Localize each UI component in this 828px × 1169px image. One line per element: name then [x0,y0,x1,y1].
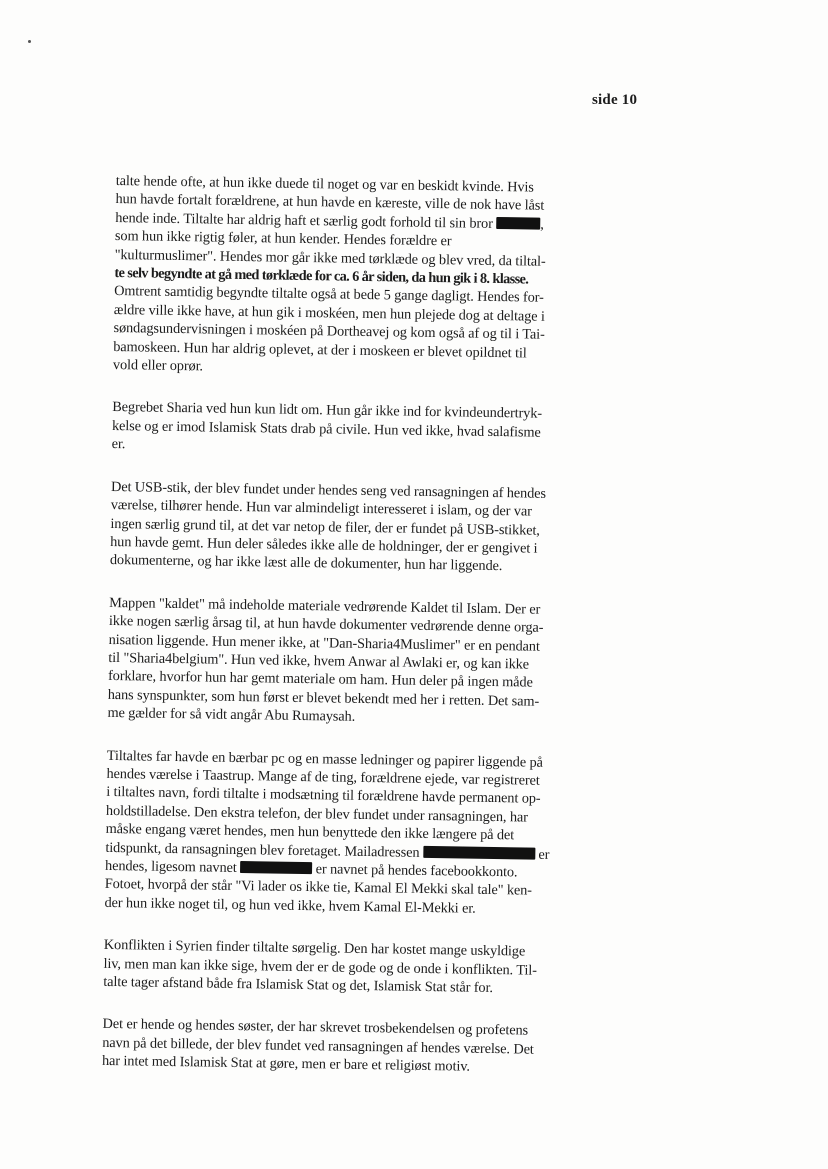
text-line: vold eller oprør. [112,357,204,375]
paragraph-syria-conflict [103,936,578,999]
text-line: hun havde gemt. Hun deler således ikke alle de holdninger, der er gengivet i [110,533,538,557]
text-line: Tiltaltes far havde en bærbar pc og en masse ledninger og papirer liggende på [106,747,543,771]
text-fragment: hende inde. Tiltalte har aldrig haft et særlig godt forhold til sin bror [115,209,493,232]
text-line: ingen særlig grund til, at det var netop de filer, der er fundet på USB-stikket, [110,515,540,539]
text-line: holdstilladelse. Den ekstra telefon, der blev fundet under ransagningen, har [105,802,529,826]
text-fragment: er navnet på hendes facebookkonto. [315,861,518,881]
text-line: liv, men man kan ikke sige, hvem der er de gode og de onde i konflikten. Til- [103,955,537,979]
text-line: søndagsundervisningen i moskéen på Dortheavej og kom også af og til i Tai- [113,320,545,344]
text-line: Det USB-stik, der blev fundet under hendes seng ved ransagningen af hendes [110,478,547,502]
text-line: til "Sharia4belgium". Hun ved ikke, hvem Anwar al Awlaki er, og kan ikke [108,649,530,673]
page-number: side 10 [592,92,638,108]
paragraph-picture [102,1015,577,1078]
text-fragment: hendes, ligesom navnet [104,857,237,876]
text-line: forklare, hvorfor hun har gemt materiale om ham. Hun deler på ingen måde [107,668,533,691]
text-line: me gælder for så vidt angår Abu Rumaysah. [107,705,356,725]
text-line: talte tager afstand både fra Islamisk Stat og det, Islamisk Stat står for. [103,973,493,997]
text-line: nisation liggende. Hun mener ikke, at "Dan-Sharia4Muslimer" er en pendant [108,631,540,655]
text-line: Omtrent samtidig begyndte tiltalte også at bede 5 gange dagligt. Hendes for- [113,283,544,307]
text-line: hendes værelse i Taastrup. Mange af de ting, forældrene ejede, var registreret [106,765,540,789]
paragraph-father-laptop [104,746,581,919]
text-line: navn på det billede, der blev fundet ved ransagningen af hendes værelse. Det [102,1034,534,1058]
paragraph-sharia [112,398,587,461]
text-line: Det er hende og hendes søster, der har skrevet trosbekendelsen og profetens [102,1016,529,1040]
text-line: te selv begyndte at gå med tørklæde for ca. 6 år siden, da hun gik i 8. klasse. [114,265,529,288]
document-body [102,172,590,1102]
text-line: talte hende ofte, at hun ikke duede til noget og var en beskidt kvinde. Hvis [115,172,534,196]
redaction-block [240,861,312,874]
text-line: ikke nogen særlig årsag til, at hun havde dokumenter vedrørende denne orga- [108,613,544,636]
text-fragment: tidspunkt, da ransagningen blev foretaget. Mailadressen [105,839,420,861]
text-line: bamoskeen. Hun har aldrig oplevet, at der i moskeen er blevet opildnet til [113,338,527,362]
paragraph-kaldet-folder [107,594,583,730]
redaction-block [423,845,535,859]
text-line: i tiltaltes navn, fordi tiltalte i modsætning til forældrene havde permanent op- [106,784,541,808]
text-line: hans synspunkter, som hun først er blevet bekendt med her i retten. Det sam- [107,686,540,710]
scan-speck [28,40,31,43]
text-line: værelse, tilhører hende. Hun var almindeligt interesseret i islam, og der var [110,497,532,520]
text-line: har intet med Islamisk Stat at gøre, men er bare et religiøst motiv. [101,1053,470,1075]
text-line: Begrebet Sharia ved hun kun lidt om. Hun går ikke ind for kvindeundertryk- [112,399,543,423]
text-line: "kulturmuslimer". Hendes mor går ikke med tørklæde og blev vred, da tiltal- [114,246,546,270]
redaction-block [496,217,540,230]
text-line: måske engang været hendes, men hun benyttede den ikke længere på det [105,821,515,844]
text-line: er. [111,436,126,453]
text-line: hende inde. Tiltalte har aldrig haft et særlig godt forhold til sin bror , [115,209,544,233]
text-fragment: er [538,846,550,863]
text-line: Mappen "kaldet" må indeholde materiale vedrørende Kaldet til Islam. Der er [109,594,541,618]
text-line: der hun ikke noget til, og hun ved ikke, hvem Kamal El-Mekki er. [104,894,476,917]
text-line: ældre ville ikke have, at hun gik i moskéen, men hun plejede dog at deltage i [113,301,545,325]
paragraph-usb-stick [110,478,585,577]
paragraph-family-background [113,172,590,382]
text-line: dokumenterne, og har ikke læst alle de dokumenter, hun har liggende. [109,552,503,575]
text-line: kelse og er imod Islamisk Stats drab på civile. Hun ved ikke, hvad salafisme [111,417,541,441]
text-line: Fotoet, hvorpå der står "Vi lader os ikke tie, Kamal El Mekki skal tale" ken- [104,876,533,900]
text-line: som hun ikke rigtig føler, at hun kender. Hendes forældre er [114,228,452,250]
text-line: hun havde fortalt forældrene, at hun havde en kæreste, ville de nok have låst [115,191,545,215]
text-line: Konflikten i Syrien finder tiltalte sørgelig. Den har kostet mange uskyldige [103,937,526,960]
